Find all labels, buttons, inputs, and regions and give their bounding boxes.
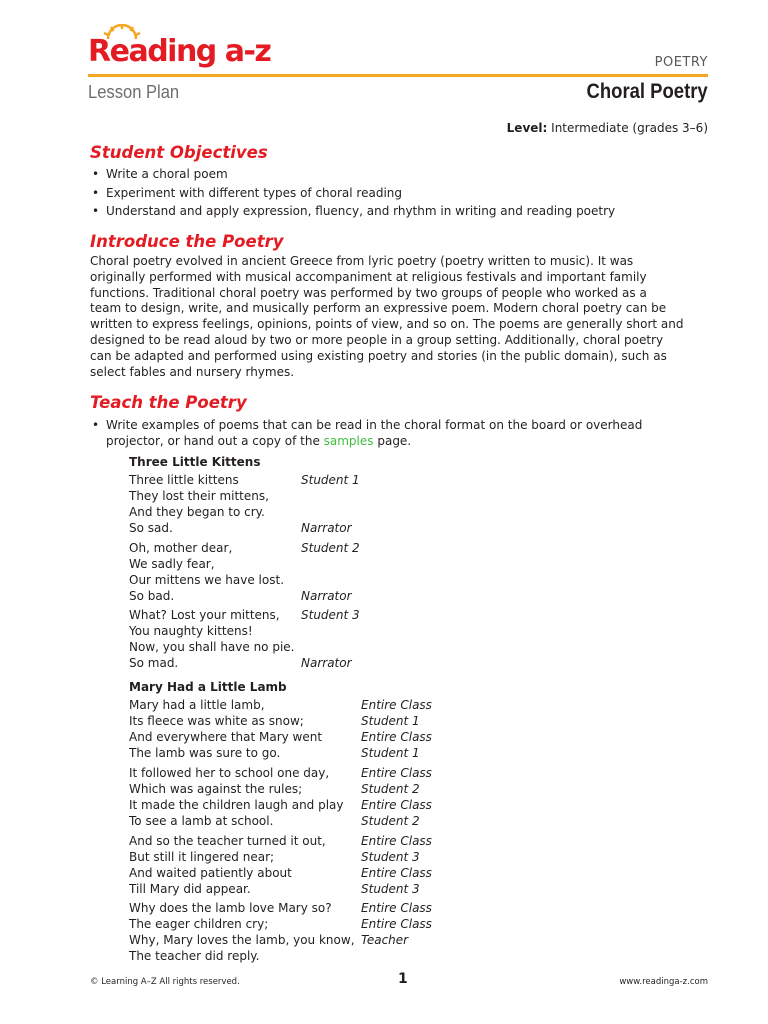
poem-line-text: We sadly fear, xyxy=(129,557,215,571)
poem-line-text: Which was against the rules; xyxy=(129,782,303,796)
speaker-role: Entire Class xyxy=(361,698,432,712)
poem-line-text: Our mittens we have lost. xyxy=(129,573,285,587)
speaker-role: Student 1 xyxy=(361,714,420,728)
poem-line xyxy=(129,729,432,745)
poem-line xyxy=(129,781,420,797)
paragraph-line: Choral poetry evolved in ancient Greece from lyric poetry (poetry written to music). It was xyxy=(90,254,634,268)
website-url[interactable]: www.readinga-z.com xyxy=(619,977,708,987)
list-item: • Write a choral poem xyxy=(90,165,615,184)
paragraph-line: written to express feelings, opinions, points of view, and so on. The poems are generally short and xyxy=(90,317,684,332)
poem-line xyxy=(129,697,432,713)
list-item xyxy=(90,417,642,449)
poem-line xyxy=(129,797,432,813)
paragraph-line: designed to be read aloud by two or more people in a group setting. Additionally, choral poetry xyxy=(90,332,664,347)
introduce-paragraph xyxy=(90,254,690,380)
poem-line-text: So mad. xyxy=(129,656,179,670)
poem-line xyxy=(129,900,432,916)
poem-line-text: And they began to cry. xyxy=(129,505,265,519)
copyright-notice: © Learning A–Z All rights reserved. xyxy=(90,977,240,987)
poem-line-text: It followed her to school one day, xyxy=(129,766,330,780)
poem-line-text: The lamb was sure to go. xyxy=(129,746,281,760)
poem-stanza xyxy=(129,607,360,671)
poem-stanza xyxy=(129,697,432,761)
poem-line xyxy=(129,556,284,572)
speaker-role: Student 3 xyxy=(361,882,420,896)
poem-line xyxy=(129,472,360,488)
poem-line-text: They lost their mittens, xyxy=(129,489,269,503)
poem-line-text: Three little kittens xyxy=(129,473,239,487)
speaker-role: Entire Class xyxy=(361,834,432,848)
logo-wordmark: Reading a-z xyxy=(88,34,271,69)
poem-line-text: So sad. xyxy=(129,521,173,535)
speaker-role: Student 3 xyxy=(361,850,420,864)
speaker-role: Narrator xyxy=(301,656,352,670)
poem-line xyxy=(129,881,420,897)
poem-line-text: But still it lingered near; xyxy=(129,850,275,864)
speaker-role: Student 1 xyxy=(301,473,360,487)
samples-link[interactable]: samples xyxy=(323,434,374,448)
level-label: Level: xyxy=(506,121,548,135)
poem-line-text: Why, Mary loves the lamb, you know, xyxy=(129,933,355,947)
list-item: • Understand and apply expression, fluency, and rhythm in writing and reading poetry xyxy=(90,202,615,221)
poem-line xyxy=(129,488,269,504)
grade-level xyxy=(507,121,708,135)
poem-line xyxy=(129,607,360,623)
poem-line-text: And everywhere that Mary went xyxy=(129,730,323,744)
poem-line-text: So bad. xyxy=(129,589,175,603)
speaker-role: Entire Class xyxy=(361,766,432,780)
poem-line xyxy=(129,745,420,761)
paragraph-line: select fables and nursery rhymes. xyxy=(90,364,295,379)
reading-az-logo[interactable] xyxy=(88,24,271,69)
paragraph-line: functions. Traditional choral poetry was performed by two groups of people who worked as a xyxy=(90,285,647,300)
poem-line xyxy=(129,572,284,588)
poem-line xyxy=(129,932,409,948)
speaker-role: Narrator xyxy=(301,589,352,603)
speaker-role: Student 1 xyxy=(361,746,420,760)
speaker-role: Entire Class xyxy=(361,866,432,880)
poem-line-text: The eager children cry; xyxy=(129,917,269,931)
poem-line xyxy=(129,520,352,536)
poem-line-text: What? Lost your mittens, xyxy=(129,608,280,622)
page-number: 1 xyxy=(398,971,408,987)
poem-line xyxy=(129,765,432,781)
poem-line-text: Till Mary did appear. xyxy=(129,882,251,896)
paragraph-line: team to design, write, and musically perform an expressive poem. Modern choral poetry can be xyxy=(90,301,667,316)
speaker-role: Teacher xyxy=(361,933,409,947)
poem-stanza xyxy=(129,765,432,829)
poem-title-lamb: Mary Had a Little Lamb xyxy=(129,680,287,694)
poem-line xyxy=(129,713,420,729)
poem-stanza xyxy=(129,833,432,897)
objectives-heading: Student Objectives xyxy=(90,143,268,162)
poem-stanza xyxy=(129,540,360,604)
speaker-role: Student 3 xyxy=(301,608,360,622)
speaker-role: Student 2 xyxy=(361,782,420,796)
speaker-role: Entire Class xyxy=(361,901,432,915)
teach-heading: Teach the Poetry xyxy=(90,393,247,412)
poem-title-kittens: Three Little Kittens xyxy=(129,455,261,469)
teach-list xyxy=(90,417,642,449)
poem-line xyxy=(129,833,432,849)
category-label: POETRY xyxy=(654,55,708,70)
poem-line xyxy=(129,655,352,671)
poem-line-text: The teacher did reply. xyxy=(129,949,260,963)
poem-line xyxy=(129,849,420,865)
poem-line-text: Mary had a little lamb, xyxy=(129,698,265,712)
poem-line xyxy=(129,588,352,604)
level-value: Intermediate (grades 3–6) xyxy=(551,121,708,135)
poem-line xyxy=(129,639,295,655)
teach-line-2-pre: projector, or hand out a copy of the xyxy=(106,434,324,448)
speaker-role: Entire Class xyxy=(361,917,432,931)
poem-line-text: And waited patiently about xyxy=(129,866,292,880)
poem-stanza xyxy=(129,900,432,964)
poem-line xyxy=(129,540,360,556)
poem-line-text: And so the teacher turned it out, xyxy=(129,834,326,848)
poem-line-text: Now, you shall have no pie. xyxy=(129,640,295,654)
poem-line-text: Why does the lamb love Mary so? xyxy=(129,901,332,915)
poem-line-text: Oh, mother dear, xyxy=(129,541,233,555)
page-title: Choral Poetry xyxy=(586,80,708,103)
paragraph-line: originally performed with musical accompaniment at religious festivals and important family xyxy=(90,269,647,284)
poem-line xyxy=(129,623,295,639)
objectives-list xyxy=(90,165,615,221)
introduce-heading: Introduce the Poetry xyxy=(90,232,284,251)
speaker-role: Narrator xyxy=(301,521,352,535)
speaker-role: Student 2 xyxy=(301,541,360,555)
poem-line xyxy=(129,865,432,881)
paragraph-line: can be adapted and performed using existing poetry and stories (in the public domain), such as xyxy=(90,348,667,363)
speaker-role: Student 2 xyxy=(361,814,420,828)
poem-line xyxy=(129,948,355,964)
poem-line xyxy=(129,813,420,829)
doc-type-label: Lesson Plan xyxy=(88,82,180,102)
teach-line-1: Write examples of poems that can be read in the choral format on the board or overhead xyxy=(106,418,643,432)
poem-line xyxy=(129,916,432,932)
speaker-role: Entire Class xyxy=(361,730,432,744)
poem-line-text: You naughty kittens! xyxy=(129,624,253,638)
poem-line-text: To see a lamb at school. xyxy=(129,814,274,828)
list-item: • Experiment with different types of choral reading xyxy=(90,184,615,203)
poem-stanza xyxy=(129,472,360,536)
speaker-role: Entire Class xyxy=(361,798,432,812)
header-divider xyxy=(88,74,708,77)
teach-line-2-post: page. xyxy=(373,434,412,448)
poem-line-text: Its fleece was white as snow; xyxy=(129,714,304,728)
poem-line-text: It made the children laugh and play xyxy=(129,798,344,812)
poem-line xyxy=(129,504,269,520)
